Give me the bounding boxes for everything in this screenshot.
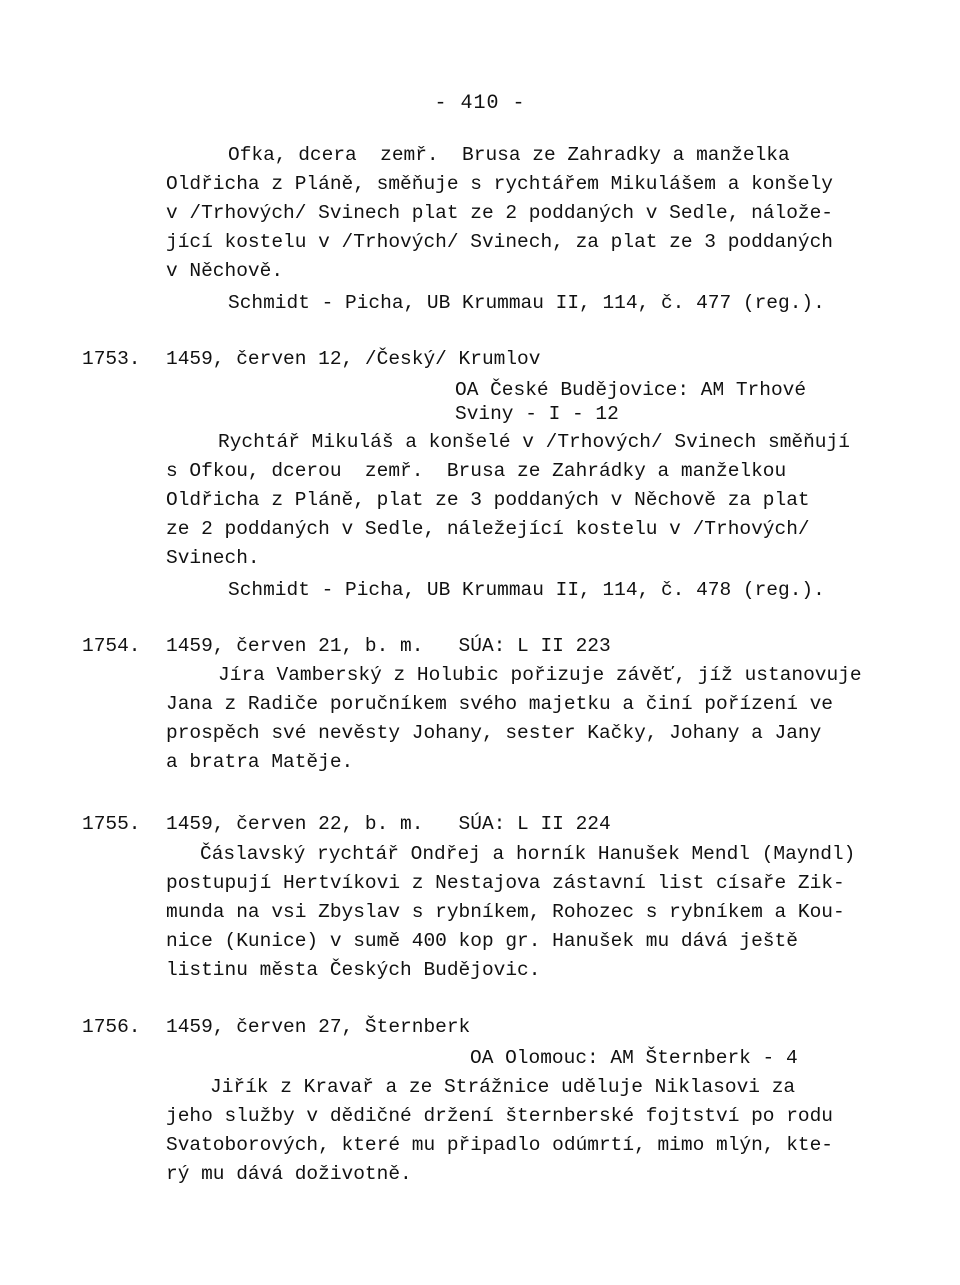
entry-heading: 1459, červen 22, b. m. SÚA: L II 224 — [166, 813, 611, 835]
page-number: - 410 - — [434, 92, 526, 115]
entry-number: 1753. — [82, 348, 141, 370]
entry-line: s Ofkou, dcerou zemř. Brusa ze Zahrádky a manželkou — [166, 460, 787, 482]
entry-line: a bratra Matěje. — [166, 751, 354, 773]
intro-source: Schmidt - Picha, UB Krummau II, 114, č. 477 (reg.). — [228, 292, 825, 314]
intro-line: Ofka, dcera zemř. Brusa ze Zahradky a manželka — [228, 144, 790, 166]
entry-line: nice (Kunice) v sumě 400 kop gr. Hanušek mu dává ještě — [166, 930, 798, 952]
entry-line: Rychtář Mikuláš a konšelé v /Trhových/ Svinech směňují — [218, 431, 850, 453]
entry-line: postupují Hertvíkovi z Nestajova zástavní list císaře Zik- — [166, 872, 845, 894]
intro-line: jící kostelu v /Trhových/ Svinech, za plat ze 3 poddaných — [166, 231, 834, 253]
entry-source: Schmidt - Picha, UB Krummau II, 114, č. 478 (reg.). — [228, 579, 825, 601]
entry-line: munda na vsi Zbyslav s rybníkem, Rohozec s rybníkem a Kou- — [166, 901, 845, 923]
entry-archive: OA České Budějovice: AM Trhové — [455, 379, 807, 401]
entry-heading: 1459, červen 27, Šternberk — [166, 1016, 471, 1038]
entry-line: Svatoborových, které mu připadlo odúmrtí, mimo mlýn, kte- — [166, 1134, 834, 1156]
entry-line: Oldřicha z Pláně, plat ze 3 poddaných v Něchově za plat — [166, 489, 810, 511]
entry-line: jeho služby v dědičné držení šternberské fojtství po rodu — [166, 1105, 834, 1127]
entry-archive: OA Olomouc: AM Šternberk - 4 — [470, 1047, 798, 1069]
entry-line: Jiřík z Kravař a ze Strážnice uděluje Niklasovi za — [210, 1076, 796, 1098]
entry-heading: 1459, červen 12, /Český/ Krumlov — [166, 348, 541, 370]
entry-line: prospěch své nevěsty Johany, sester Kačky, Johany a Jany — [166, 722, 822, 744]
entry-number: 1755. — [82, 813, 141, 835]
entry-line: listinu města Českých Budějovic. — [166, 959, 541, 981]
intro-line: v /Trhových/ Svinech plat ze 2 poddaných v Sedle, nálože- — [166, 202, 834, 224]
entry-line: Svinech. — [166, 547, 260, 569]
entry-number: 1754. — [82, 635, 141, 657]
intro-line: v Něchově. — [166, 260, 284, 282]
entry-line: rý mu dává doživotně. — [166, 1163, 412, 1185]
intro-line: Oldřicha z Pláně, směňuje s rychtářem Mikulášem a konšely — [166, 173, 834, 195]
entry-archive: Sviny - I - 12 — [455, 403, 619, 425]
entry-line: ze 2 poddaných v Sedle, náležející kostelu v /Trhových/ — [166, 518, 810, 540]
entry-line: Jana z Radiče poručníkem svého majetku a činí pořízení ve — [166, 693, 834, 715]
entry-heading: 1459, červen 21, b. m. SÚA: L II 223 — [166, 635, 611, 657]
entry-number: 1756. — [82, 1016, 141, 1038]
entry-line: Čáslavský rychtář Ondřej a horník Hanušek Mendl (Mayndl) — [200, 843, 856, 865]
entry-line: Jíra Vamberský z Holubic pořizuje závěť, jíž ustanovuje — [218, 664, 862, 686]
